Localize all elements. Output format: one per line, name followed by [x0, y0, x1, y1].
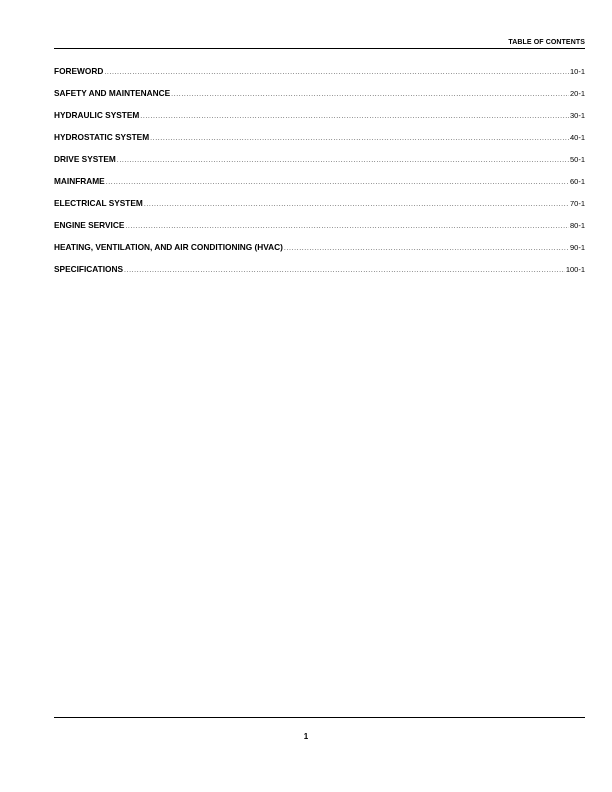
dot-leader: [125, 221, 569, 232]
dot-leader: [171, 89, 569, 100]
toc-entry-electrical-system[interactable]: [54, 198, 585, 220]
toc-entry-hvac[interactable]: [54, 242, 585, 264]
toc-entry-title: DRIVE SYSTEM: [54, 154, 116, 164]
footer-rule: [54, 717, 585, 718]
toc-entry-specifications[interactable]: [54, 264, 585, 286]
dot-leader: [117, 155, 569, 166]
dot-leader: [140, 111, 569, 122]
toc-entry-title: HYDRAULIC SYSTEM: [54, 110, 140, 120]
toc-entry-page: 80-1: [569, 221, 585, 230]
toc-entry-page: 10-1: [569, 67, 585, 76]
toc-entry-safety-and-maintenance[interactable]: [54, 88, 585, 110]
toc-entry-title: ENGINE SERVICE: [54, 220, 125, 230]
header-rule: [54, 48, 585, 49]
toc-entry-title: ELECTRICAL SYSTEM: [54, 198, 143, 208]
toc-entry-page: 30-1: [569, 111, 585, 120]
dot-leader: [150, 133, 569, 144]
dot-leader: [144, 199, 569, 210]
dot-leader: [104, 67, 569, 78]
table-of-contents: [54, 66, 585, 286]
dot-leader: [106, 177, 569, 188]
toc-entry-title: HYDROSTATIC SYSTEM: [54, 132, 150, 142]
toc-entry-engine-service[interactable]: [54, 220, 585, 242]
toc-entry-page: 50-1: [569, 155, 585, 164]
toc-entry-page: 60-1: [569, 177, 585, 186]
dot-leader: [124, 265, 565, 276]
toc-entry-foreword[interactable]: [54, 66, 585, 88]
toc-entry-page: 20-1: [569, 89, 585, 98]
toc-entry-hydraulic-system[interactable]: [54, 110, 585, 132]
toc-entry-page: 90-1: [569, 243, 585, 252]
toc-entry-title: FOREWORD: [54, 66, 104, 76]
header-title: TABLE OF CONTENTS: [508, 39, 585, 46]
toc-entry-page: 100-1: [565, 265, 585, 274]
toc-entry-page: 40-1: [569, 133, 585, 142]
toc-entry-title: MAINFRAME: [54, 176, 105, 186]
toc-entry-title: SPECIFICATIONS: [54, 264, 123, 274]
toc-entry-drive-system[interactable]: [54, 154, 585, 176]
page-number: 1: [303, 732, 309, 741]
toc-entry-page: 70-1: [569, 199, 585, 208]
toc-entry-mainframe[interactable]: [54, 176, 585, 198]
toc-entry-title: HEATING, VENTILATION, AND AIR CONDITIONING (HVAC): [54, 242, 283, 252]
dot-leader: [284, 243, 569, 254]
toc-entry-hydrostatic-system[interactable]: [54, 132, 585, 154]
toc-entry-title: SAFETY AND MAINTENANCE: [54, 88, 171, 98]
